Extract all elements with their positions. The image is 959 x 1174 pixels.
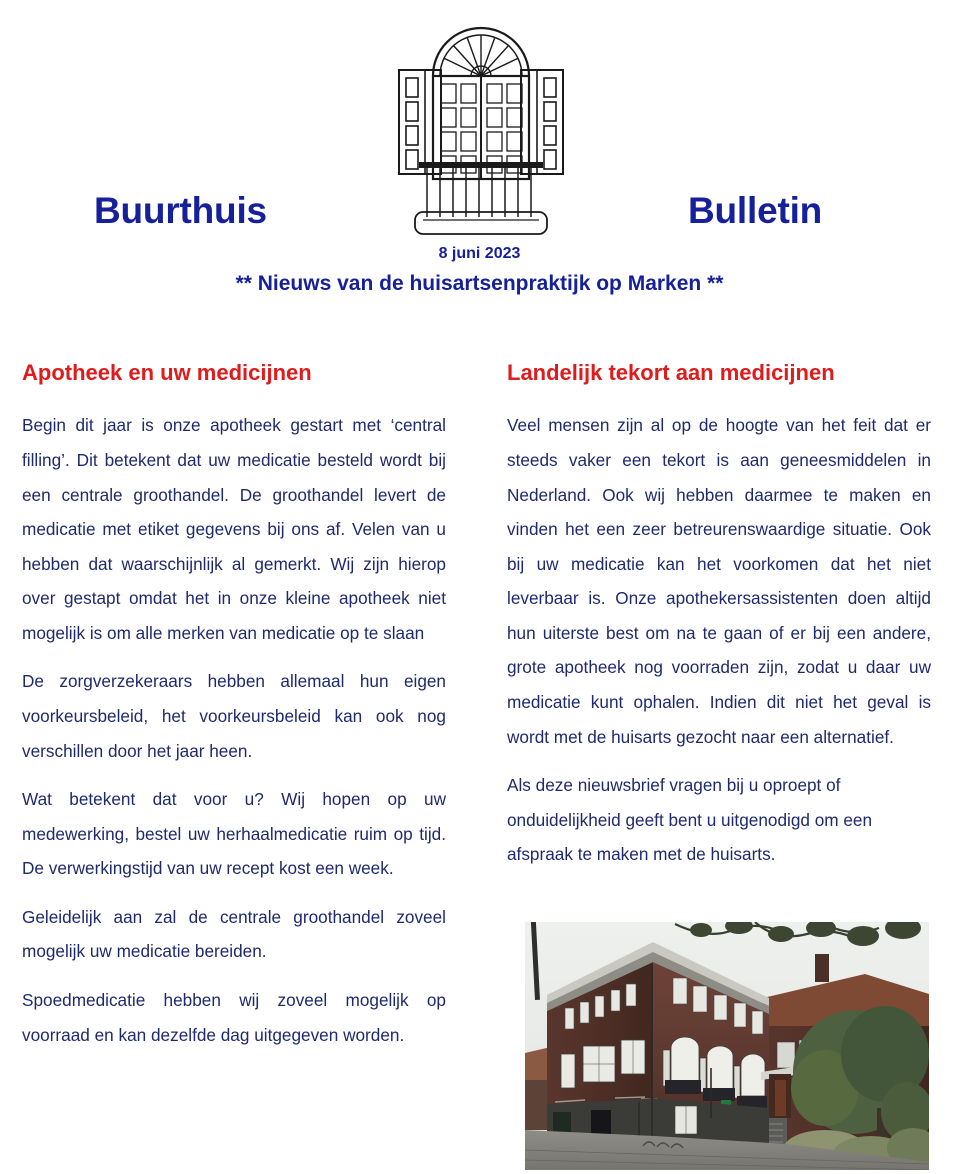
- masthead: [0, 0, 959, 320]
- right-section-heading: Landelijk tekort aan medicijnen: [507, 360, 835, 385]
- buurthuis-building-photo: [525, 922, 929, 1170]
- tagline: ** Nieuws van de huisartsenpraktijk op Marken **: [235, 272, 724, 295]
- paragraph: Spoedmedicatie hebben wij zoveel mogelijk op voorraad en kan dezelfde dag uitgegeven worden.: [22, 990, 446, 1045]
- paragraph: Geleidelijk aan zal de centrale groothandel zoveel mogelijk uw medicatie bereiden.: [22, 906, 446, 962]
- left-column: [22, 360, 446, 1052]
- paragraph: Veel mensen zijn al op de hoogte van het feit dat er steeds vaker een tekort is aan geneesmiddelen in Nederland. Ook wij hebben daarmee te maken en vinden het een zeer betreurenswaardige situatie. Ook bij uw medicatie kan het voorkomen dat het niet leverbaar is. Onze apothekersassistenten doen altijd hun uiterste best om na te gaan of er bij een andere, grote apotheek nog voorraden zijn, zodat u daar uw medicatie kunt ophalen. Indien dit niet het geval is wordt met de huisarts gezocht naar een alternatief.: [507, 415, 931, 747]
- buurthuis-window-logo: [383, 14, 579, 238]
- issue-date: 8 juni 2023: [438, 245, 521, 262]
- page-title-left: Buurthuis: [94, 190, 267, 231]
- page-title-right: Bulletin: [688, 190, 823, 231]
- paragraph: De zorgverzekeraars hebben allemaal hun eigen voorkeursbeleid, het voorkeursbeleid kan ook nog verschillen door het jaar heen.: [22, 671, 446, 761]
- right-column: [507, 360, 931, 872]
- paragraph: Als deze nieuwsbrief vragen bij u oproept of onduidelijkheid geeft bent u uitgenodigd om een afspraak te maken met de huisarts.: [507, 775, 873, 865]
- left-section-heading: Apotheek en uw medicijnen: [22, 360, 312, 385]
- paragraph: Wat betekent dat voor u? Wij hopen op uw medewerking, bestel uw herhaalmedicatie ruim op tijd. De verwerkingstijd van uw recept kost een week.: [22, 789, 446, 879]
- paragraph: Begin dit jaar is onze apotheek gestart met ‘central filling’. Dit betekent dat uw medicatie besteld wordt bij een centrale groothandel. De groothandel levert de medicatie met etiket gegevens bij ons af. Velen van u hebben dat waarschijnlijk al gemerkt. Wij zijn hierop over gestapt omdat het in onze kleine apotheek niet mogelijk is om alle merken van medicatie op te slaan: [22, 415, 446, 643]
